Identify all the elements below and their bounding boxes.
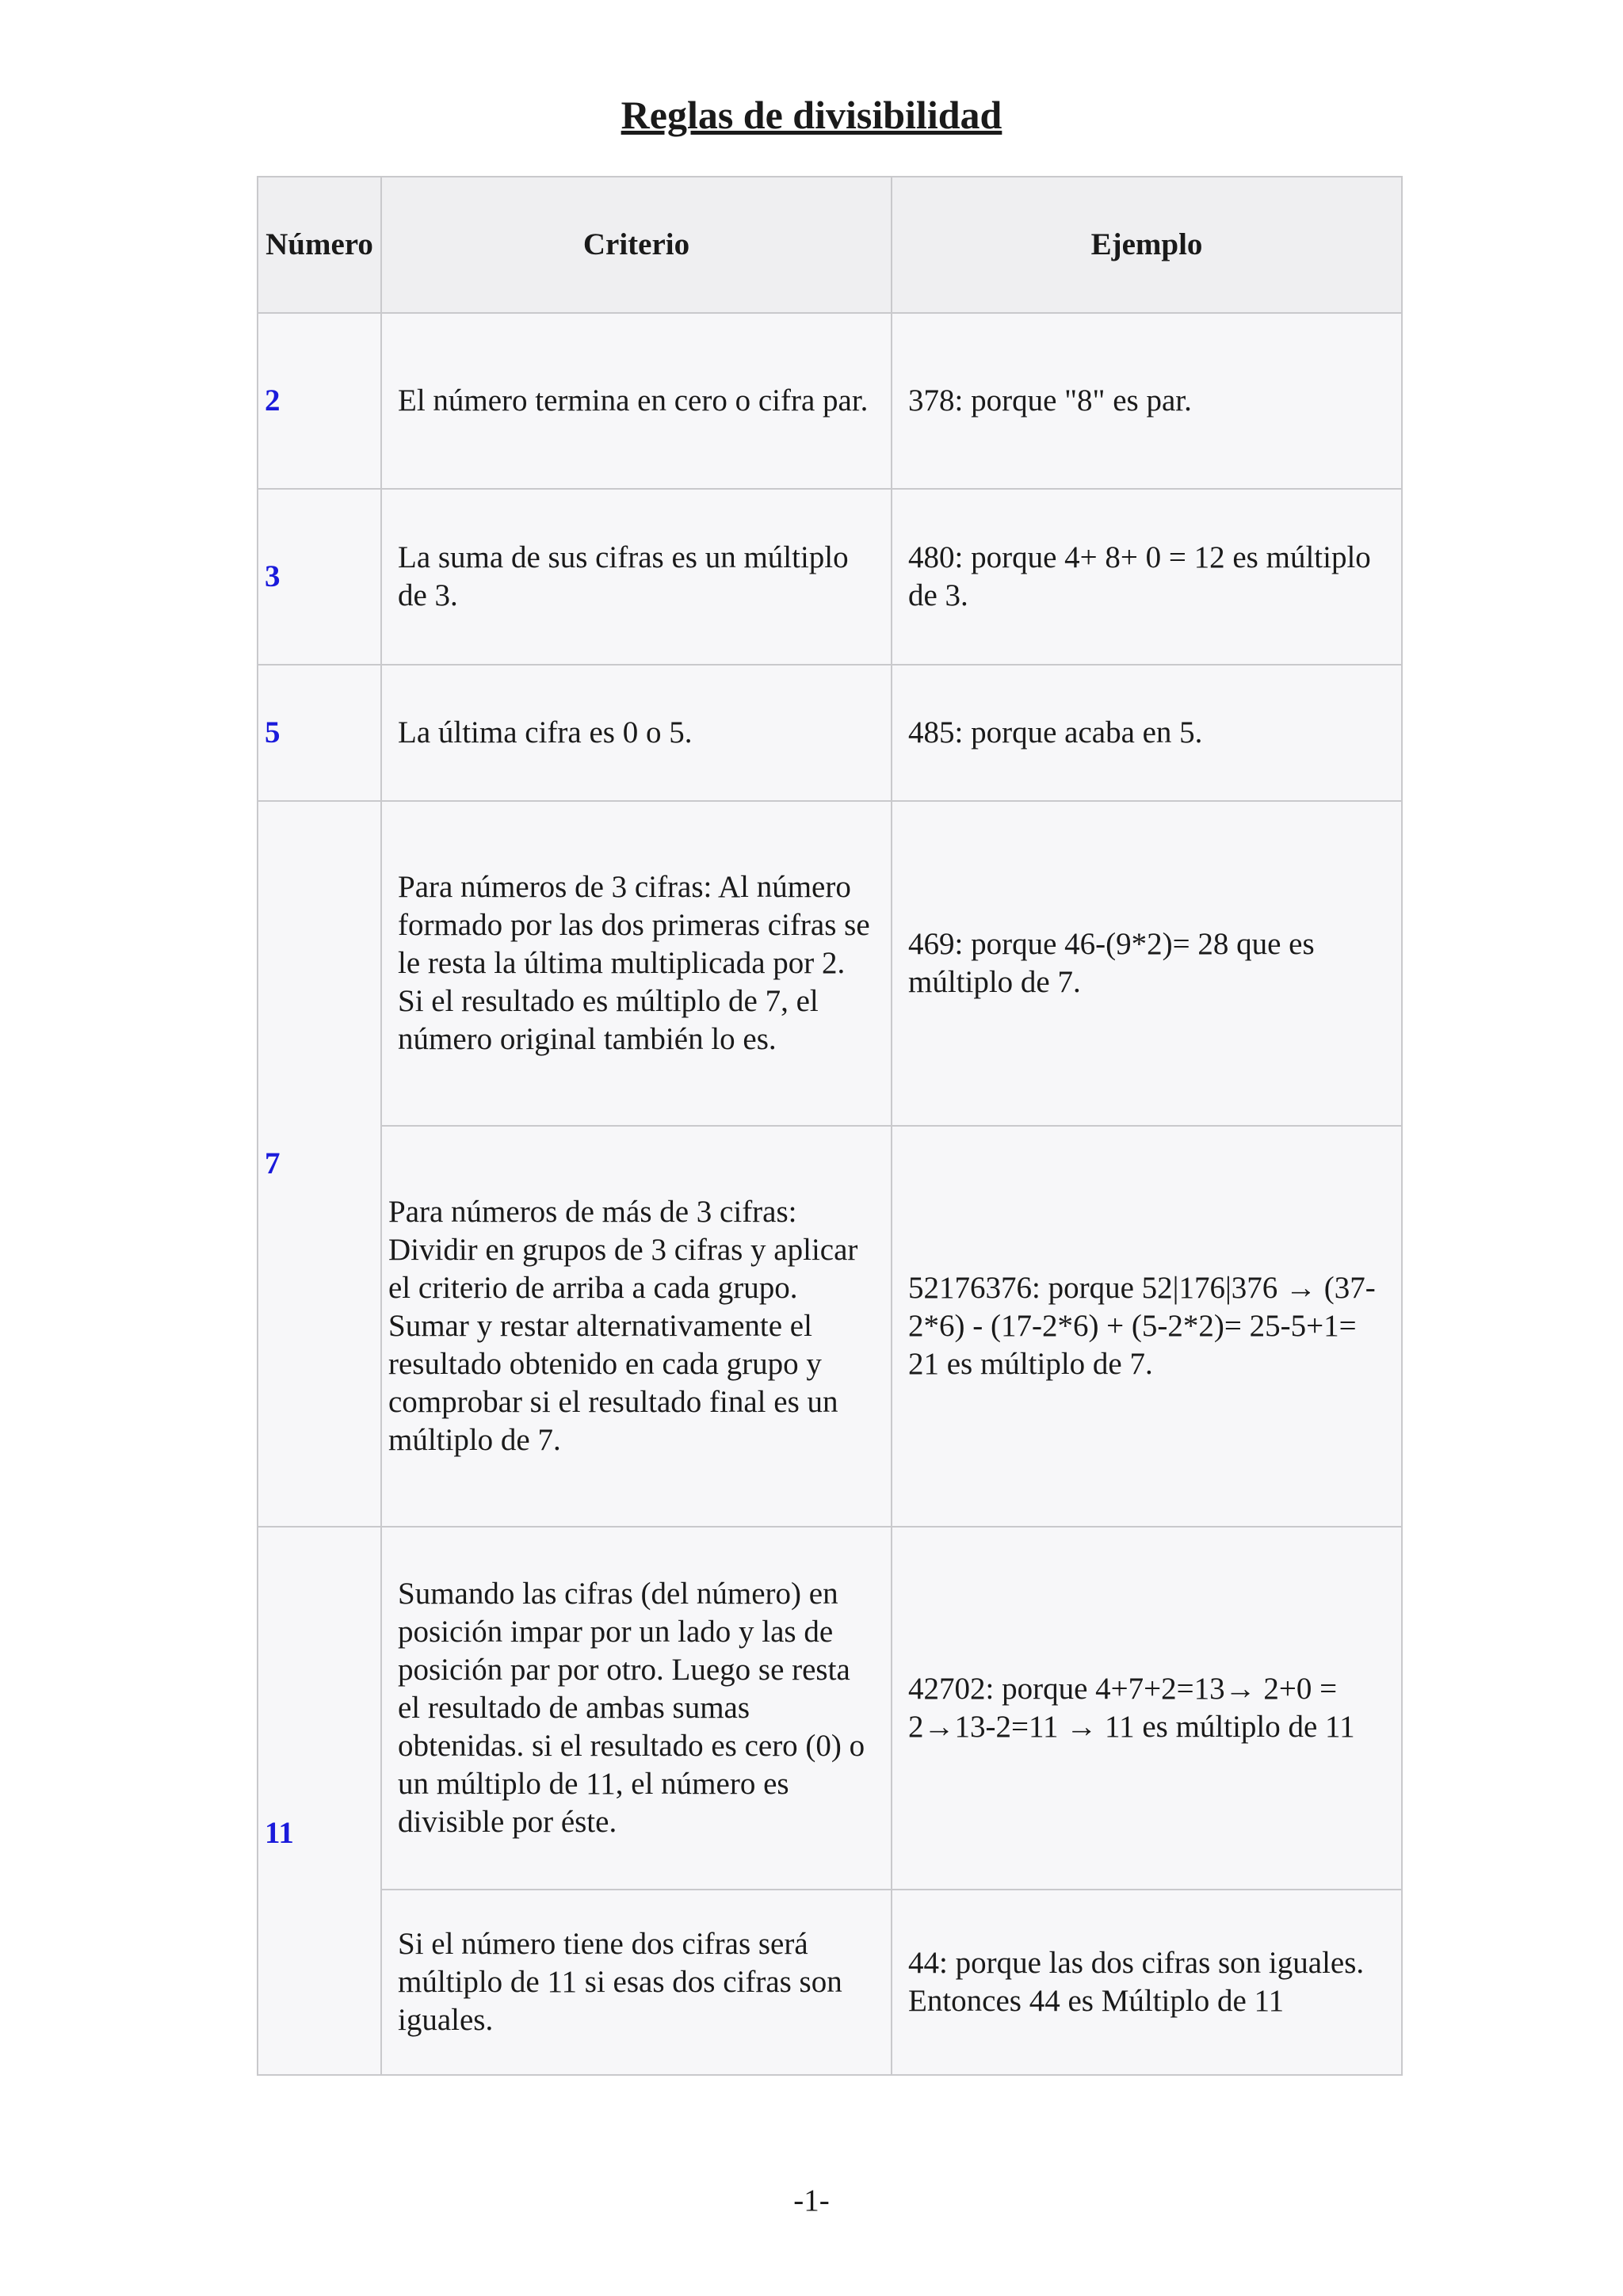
row-number: 3 [258,489,381,665]
row-ejemplo: 42702: porque 4+7+2=13→ 2+0 = 2→13-2=11 → 11 es múltiplo de 11 [892,1527,1402,1890]
table-row [258,801,1402,1126]
table-row [258,665,1402,801]
row-criterio: Para números de más de 3 cifras: Dividir en grupos de 3 cifras y aplicar el criterio de arriba a cada grupo. Sumar y restar alternativamente el resultado obtenido en cada grupo y comprobar si el resultado final es un múltiplo de 7. [381,1126,892,1527]
row-criterio: Si el número tiene dos cifras será múltiplo de 11 si esas dos cifras son iguales. [381,1890,892,2075]
table-header-row [258,177,1402,313]
row-criterio: La suma de sus cifras es un múltiplo de 3. [381,489,892,665]
table-row [258,1890,1402,2075]
row-number: 11 [258,1527,381,2075]
row-criterio: El número termina en cero o cifra par. [381,313,892,489]
row-ejemplo: 480: porque 4+ 8+ 0 = 12 es múltiplo de 3. [892,489,1402,665]
table-row [258,489,1402,665]
row-criterio: Para números de 3 cifras: Al número formado por las dos primeras cifras se le resta la última multiplicada por 2. Si el resultado es múltiplo de 7, el número original también lo es. [381,801,892,1126]
page-title: Reglas de divisibilidad [621,93,1002,137]
row-number: 5 [258,665,381,801]
row-ejemplo: 44: porque las dos cifras son iguales. Entonces 44 es Múltiplo de 11 [892,1890,1402,2075]
row-number: 2 [258,313,381,489]
row-ejemplo: 378: porque "8" es par. [892,313,1402,489]
header-criterio: Criterio [381,177,892,313]
header-ejemplo: Ejemplo [892,177,1402,313]
row-ejemplo: 469: porque 46-(9*2)= 28 que es múltiplo de 7. [892,801,1402,1126]
header-numero: Número [258,177,381,313]
row-criterio: Sumando las cifras (del número) en posición impar por un lado y las de posición par por otro. Luego se resta el resultado de ambas sumas obtenidas. si el resultado es cero (0) o un múltiplo de 11, el número es divisible por éste. [381,1527,892,1890]
table-row [258,1527,1402,1890]
page-number: -1- [793,2183,830,2218]
row-number: 7 [258,801,381,1527]
divisibility-rules-table [257,176,1403,2076]
row-criterio: La última cifra es 0 o 5. [381,665,892,801]
row-ejemplo: 485: porque acaba en 5. [892,665,1402,801]
table-row [258,1126,1402,1527]
row-ejemplo: 52176376: porque 52|176|376 → (37-2*6) - (17-2*6) + (5-2*2)= 25-5+1= 21 es múltiplo de 7. [892,1126,1402,1527]
table-row [258,313,1402,489]
